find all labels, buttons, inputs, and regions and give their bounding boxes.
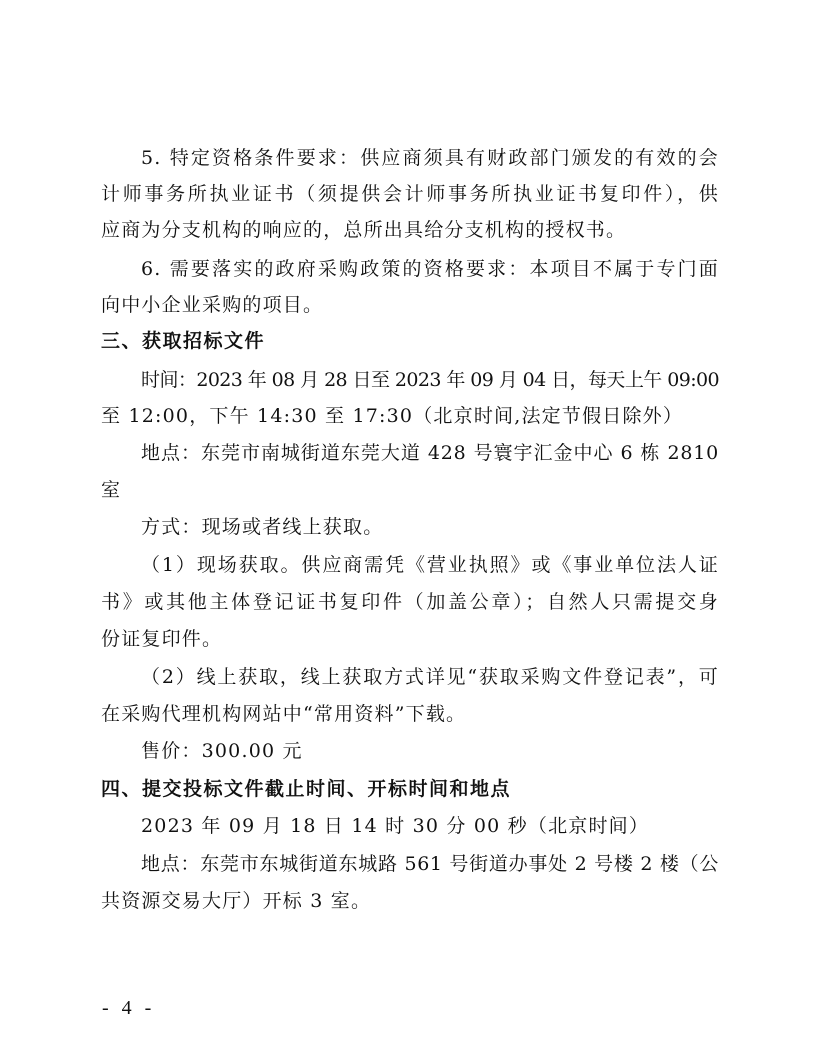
paragraph-line: 室: [101, 479, 122, 501]
paragraph-line: （2）线上获取，线上获取方式详见“获取采购文件登记表”，可: [141, 666, 719, 688]
paragraph-line: 方式：现场或者线上获取。: [141, 516, 384, 538]
paragraph-line: 至 12:00，下午 14:30 至 17:30（北京时间,法定节假日除外）: [101, 405, 684, 427]
paragraph-line: 时间：2023 年 08 月 28 日至 2023 年 09 月 04 日，每天上午 09:00: [141, 369, 719, 391]
paragraph-line: 共资源交易大厅）开标 3 室。: [101, 890, 372, 912]
paragraph-line: 书》或其他主体登记证书复印件（加盖公章）；自然人只需提交身: [101, 591, 719, 613]
paragraph-line: 地点：东莞市南城街道东莞大道 428 号寰宇汇金中心 6 栋 2810: [141, 442, 719, 464]
paragraph-line: 向中小企业采购的项目。: [101, 294, 324, 316]
paragraph-line: 5. 特定资格条件要求：供应商须具有财政部门颁发的有效的会: [141, 147, 719, 169]
paragraph-line: （1）现场获取。供应商需凭《营业执照》或《事业单位法人证: [141, 554, 719, 576]
paragraph-line: 计师事务所执业证书（须提供会计师事务所执业证书复印件），供: [101, 183, 719, 205]
section-heading-3: 三、获取招标文件: [101, 330, 266, 352]
paragraph-line: 6. 需要落实的政府采购政策的资格要求：本项目不属于专门面: [141, 258, 719, 280]
paragraph-line: 地点：东莞市东城街道东城路 561 号街道办事处 2 号楼 2 楼（公: [141, 853, 719, 875]
section-heading-4: 四、提交投标文件截止时间、开标时间和地点: [101, 778, 512, 800]
paragraph-line: 应商为分支机构的响应的，总所出具给分支机构的授权书。: [101, 219, 627, 241]
paragraph-line: 在采购代理机构网站中“常用资料”下载。: [101, 703, 467, 725]
paragraph-line: 份证复印件。: [101, 628, 223, 650]
paragraph-line: 售价：300.00 元: [141, 740, 303, 762]
page-number: - 4 -: [102, 997, 156, 1019]
paragraph-line: 2023 年 09 月 18 日 14 时 30 分 00 秒（北京时间）: [141, 815, 650, 837]
